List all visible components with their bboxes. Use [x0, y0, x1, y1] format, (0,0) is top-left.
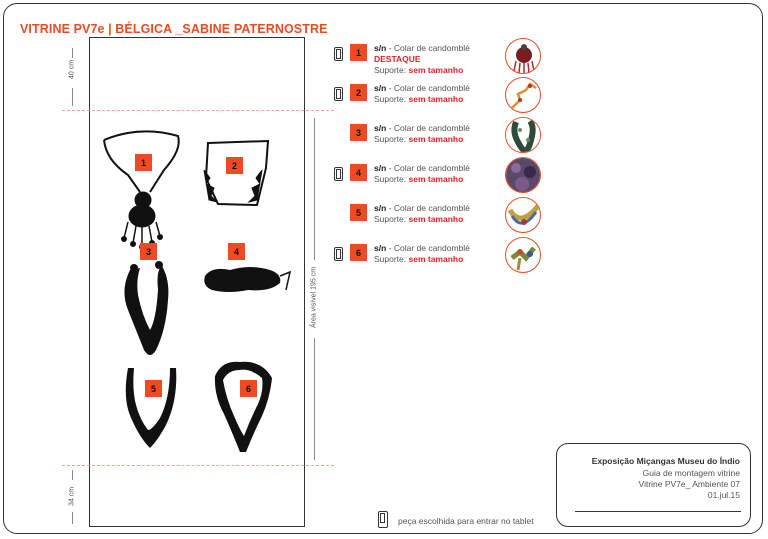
support-value: sem tamanho [408, 254, 464, 264]
highlight-label: DESTAQUE [374, 54, 421, 64]
list-marker-6: 6 [350, 244, 367, 261]
vitrine-marker-1: 1 [135, 154, 152, 171]
support-label: Suporte: [374, 174, 409, 184]
item-code: s/n [374, 43, 387, 53]
list-marker-4: 4 [350, 164, 367, 181]
guide-label: Guia de montagem vitrine [642, 468, 740, 478]
tablet-icon [334, 87, 343, 101]
support-value: sem tamanho [408, 65, 464, 75]
vitrine-marker-3: 3 [140, 243, 157, 260]
list-marker-2: 2 [350, 84, 367, 101]
item-code: s/n [374, 163, 387, 173]
info-box [556, 443, 751, 527]
item-code: s/n [374, 203, 387, 213]
vitrine-marker-5: 5 [145, 380, 162, 397]
necklace-4-silhouette [204, 267, 290, 292]
list-item-4 [374, 163, 470, 185]
list-item-5 [374, 203, 470, 225]
item-code: s/n [374, 243, 387, 253]
tablet-legend: peça escolhida para entrar no tablet [398, 516, 534, 526]
exhibition-title: Exposição Miçangas Museu do Índio [591, 456, 740, 466]
necklace-6-silhouette [215, 362, 272, 452]
tablet-icon [334, 47, 343, 61]
necklace-3-silhouette [124, 261, 168, 355]
vitrine-marker-6: 6 [240, 380, 257, 397]
list-item-6 [374, 243, 470, 265]
item-desc: - Colar de candomblé [386, 83, 470, 93]
vitrine-label: Vitrine PV7e_ Ambiente 07 [638, 479, 740, 489]
vitrine-marker-4: 4 [228, 243, 245, 260]
necklace-1-silhouette [104, 131, 179, 249]
item-desc: - Colar de candomblé [386, 243, 470, 253]
support-value: sem tamanho [408, 134, 464, 144]
support-value: sem tamanho [408, 174, 464, 184]
tablet-icon [378, 511, 388, 528]
list-marker-1: 1 [350, 44, 367, 61]
necklace-3-photo [505, 117, 541, 153]
support-value: sem tamanho [408, 94, 464, 104]
necklace-6-photo [505, 237, 541, 273]
tablet-icon [334, 167, 343, 181]
vitrine-marker-2: 2 [226, 157, 243, 174]
support-label: Suporte: [374, 65, 409, 75]
tablet-icon [334, 247, 343, 261]
page-title: VITRINE PV7e | BÉLGICA _SABINE PATERNOSTRE [20, 22, 328, 36]
support-label: Suporte: [374, 254, 409, 264]
list-item-3 [374, 123, 470, 145]
support-label: Suporte: [374, 134, 409, 144]
measure-bottom-label: 34 cm [68, 486, 76, 507]
necklace-4-photo [505, 157, 541, 193]
list-item-2 [374, 83, 470, 105]
item-desc: - Colar de candomblé [386, 123, 470, 133]
support-value: sem tamanho [408, 214, 464, 224]
visible-area-label: Área visível 195 cm [310, 266, 318, 329]
necklace-5-photo [505, 197, 541, 233]
measure-top-label: 40 cm [68, 59, 76, 80]
date-label: 01.jul.15 [707, 490, 740, 500]
item-desc: - Colar de candomblé [386, 203, 470, 213]
item-code: s/n [374, 83, 387, 93]
item-desc: - Colar de candomblé [386, 163, 470, 173]
item-desc: - Colar de candomblé [386, 43, 470, 53]
item-code: s/n [374, 123, 387, 133]
support-label: Suporte: [374, 214, 409, 224]
signature-line [575, 511, 741, 512]
list-marker-5: 5 [350, 204, 367, 221]
support-label: Suporte: [374, 94, 409, 104]
necklace-2-photo [505, 77, 541, 113]
list-marker-3: 3 [350, 124, 367, 141]
list-item-1 [374, 43, 470, 76]
necklace-1-photo [505, 38, 541, 74]
